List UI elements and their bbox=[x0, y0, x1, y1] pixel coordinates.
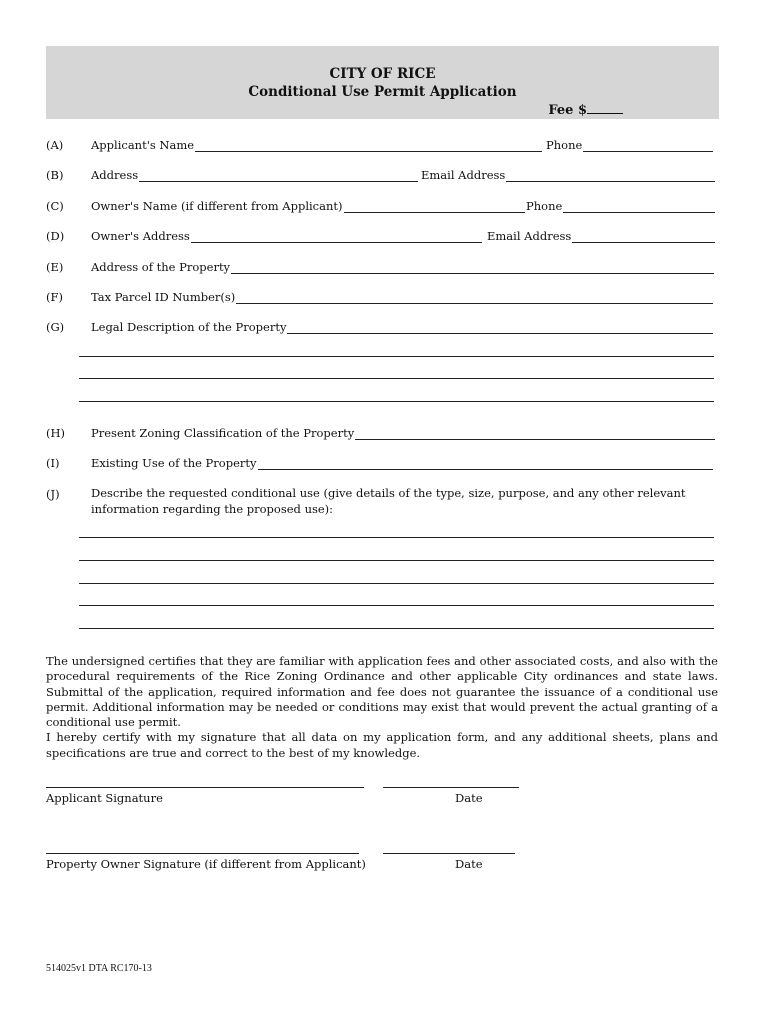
applicant-name-field[interactable] bbox=[91, 138, 543, 152]
field-label: Phone bbox=[526, 199, 563, 213]
row-owner-name bbox=[0, 199, 770, 217]
row-existing-use bbox=[0, 456, 770, 474]
input-line[interactable] bbox=[583, 138, 713, 152]
input-line[interactable] bbox=[191, 229, 482, 243]
row-owner-address bbox=[0, 229, 770, 247]
conditional-use-line[interactable] bbox=[79, 583, 714, 584]
input-line[interactable] bbox=[506, 168, 715, 182]
existing-use-field[interactable] bbox=[91, 456, 714, 470]
document-id: 514025v1 DTA RC170-13 bbox=[46, 963, 152, 974]
conditional-use-instructions: Describe the requested conditional use (give details of the type, size, purpose, and any other relevant information regarding the proposed use): bbox=[91, 486, 686, 516]
row-address bbox=[0, 168, 770, 186]
zoning-field[interactable] bbox=[91, 426, 716, 440]
certification-text bbox=[46, 654, 718, 761]
applicant-signature-line[interactable] bbox=[46, 787, 364, 788]
input-line[interactable] bbox=[231, 260, 714, 274]
input-line[interactable] bbox=[355, 426, 715, 440]
field-label: Email Address bbox=[487, 229, 572, 243]
row-marker: (D) bbox=[46, 229, 65, 243]
row-tax-parcel bbox=[0, 290, 770, 308]
row-legal-description bbox=[0, 320, 770, 338]
fee-field[interactable] bbox=[548, 101, 623, 118]
applicant-phone-field[interactable] bbox=[546, 138, 714, 152]
property-address-field[interactable] bbox=[91, 260, 715, 274]
input-line[interactable] bbox=[563, 199, 715, 213]
field-label: Address of the Property bbox=[91, 260, 231, 274]
legal-description-line[interactable] bbox=[79, 378, 714, 379]
field-label: Tax Parcel ID Number(s) bbox=[91, 290, 236, 304]
row-marker: (J) bbox=[46, 487, 60, 501]
legal-description-line[interactable] bbox=[79, 401, 714, 402]
conditional-use-line[interactable] bbox=[79, 628, 714, 629]
field-label: Address bbox=[91, 168, 139, 182]
row-marker: (A) bbox=[46, 138, 64, 152]
header-box bbox=[46, 46, 719, 119]
certification-paragraph: The undersigned certifies that they are familiar with application fees and other associated costs, and also with the procedural requirements of the Rice Zoning Ordinance and other applicable City ordinances and state laws. Submittal of the application, required information and fee does not guarantee the issuance of a conditional use permit. Additional information may be needed or conditions may exist that would prevent the actual granting of a conditional use permit. bbox=[46, 654, 718, 730]
field-label: Owner's Address bbox=[91, 229, 190, 243]
field-label: Owner's Name (if different from Applicant) bbox=[91, 199, 343, 213]
input-line[interactable] bbox=[258, 456, 713, 470]
form-title: Conditional Use Permit Application bbox=[248, 84, 517, 100]
row-zoning bbox=[0, 426, 770, 444]
row-marker: (C) bbox=[46, 199, 64, 213]
conditional-use-line[interactable] bbox=[79, 560, 714, 561]
field-label: Applicant's Name bbox=[91, 138, 195, 152]
owner-signature-label: Property Owner Signature (if different from Applicant) bbox=[46, 857, 366, 871]
address-field[interactable] bbox=[91, 168, 419, 182]
input-line[interactable] bbox=[344, 199, 526, 213]
field-label: Email Address bbox=[421, 168, 506, 182]
owner-email-field[interactable] bbox=[487, 229, 716, 243]
owner-date-line[interactable] bbox=[383, 853, 515, 854]
fee-label: Fee $ bbox=[548, 103, 587, 118]
row-applicant-name bbox=[0, 138, 770, 156]
owner-signature-line[interactable] bbox=[46, 853, 359, 854]
legal-description-line[interactable] bbox=[79, 356, 714, 357]
field-label: Existing Use of the Property bbox=[91, 456, 257, 470]
city-name: CITY OF RICE bbox=[329, 66, 436, 82]
field-label: Legal Description of the Property bbox=[91, 320, 287, 334]
input-line[interactable] bbox=[195, 138, 542, 152]
applicant-date-label: Date bbox=[455, 791, 483, 805]
row-property-address bbox=[0, 260, 770, 278]
row-marker: (H) bbox=[46, 426, 66, 440]
row-marker: (G) bbox=[46, 320, 65, 334]
input-line[interactable] bbox=[236, 290, 713, 304]
applicant-date-line[interactable] bbox=[383, 787, 519, 788]
fee-blank[interactable] bbox=[587, 101, 623, 114]
tax-parcel-field[interactable] bbox=[91, 290, 714, 304]
owner-date-label: Date bbox=[455, 857, 483, 871]
input-line[interactable] bbox=[139, 168, 418, 182]
row-marker: (F) bbox=[46, 290, 63, 304]
conditional-use-line[interactable] bbox=[79, 537, 714, 538]
owner-name-field[interactable] bbox=[91, 199, 526, 213]
row-marker: (B) bbox=[46, 168, 64, 182]
input-line[interactable] bbox=[287, 320, 713, 334]
applicant-signature-label: Applicant Signature bbox=[46, 791, 163, 805]
legal-description-field[interactable] bbox=[91, 320, 714, 334]
field-label: Present Zoning Classification of the Property bbox=[91, 426, 355, 440]
email-field[interactable] bbox=[421, 168, 716, 182]
row-marker: (E) bbox=[46, 260, 64, 274]
conditional-use-line[interactable] bbox=[79, 605, 714, 606]
certification-statement: I hereby certify with my signature that all data on my application form, and any additional sheets, plans and specifications are true and correct to the best of my knowledge. bbox=[46, 730, 718, 760]
field-label: Phone bbox=[546, 138, 583, 152]
row-marker: (I) bbox=[46, 456, 60, 470]
input-line[interactable] bbox=[572, 229, 715, 243]
owner-phone-field[interactable] bbox=[526, 199, 716, 213]
owner-address-field[interactable] bbox=[91, 229, 483, 243]
